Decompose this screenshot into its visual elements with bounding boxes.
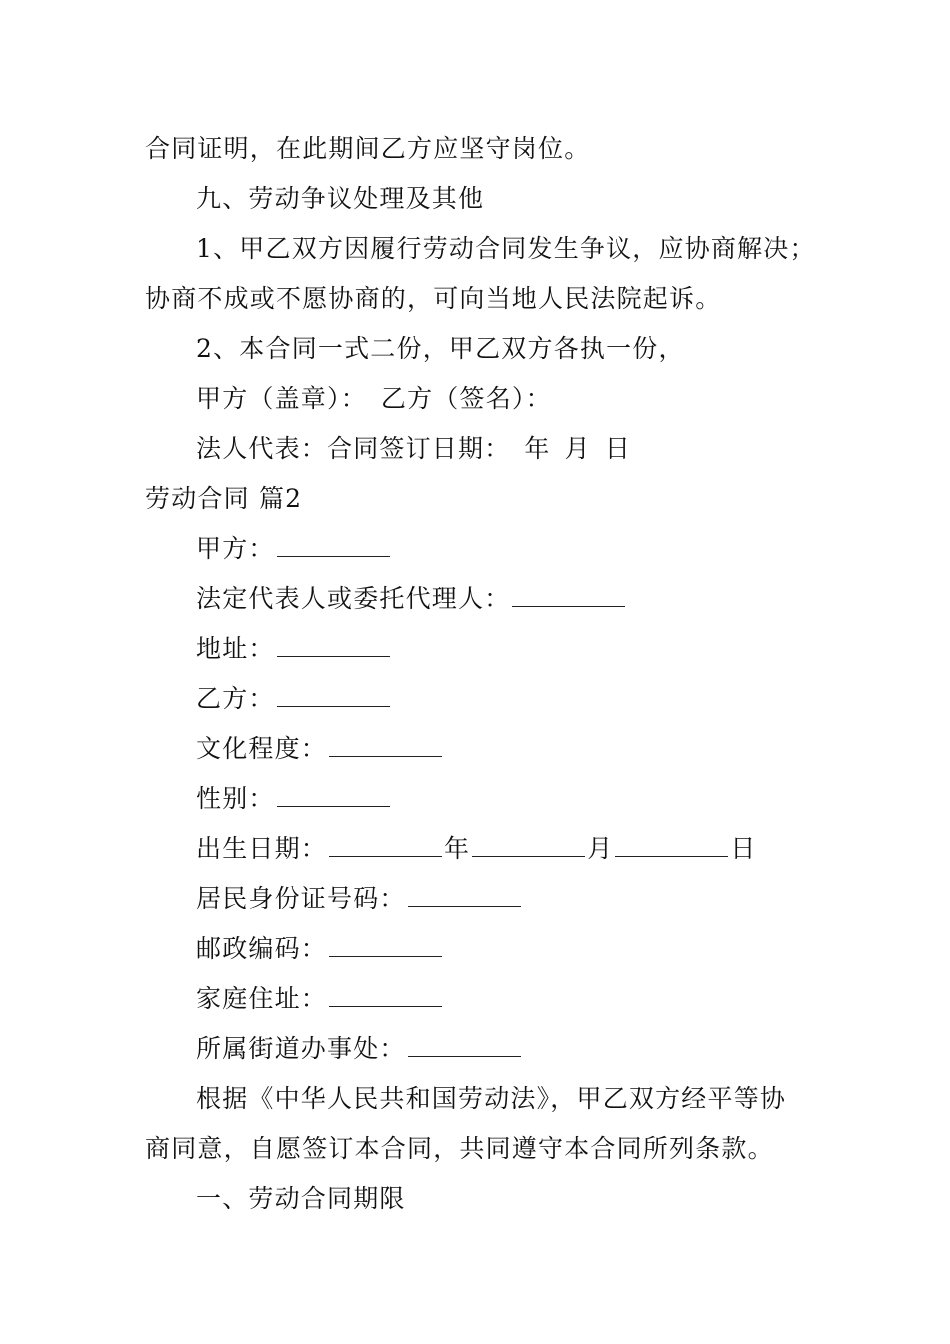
gender-blank[interactable] xyxy=(277,784,390,807)
item2-text: 2、本合同一式二份，甲乙双方各执一份， xyxy=(196,334,685,363)
birth-day-blank[interactable] xyxy=(615,834,728,857)
legal-rep-agent-label: 法定代表人或委托代理人： xyxy=(196,584,511,613)
birth-year-blank[interactable] xyxy=(329,834,442,857)
education-field xyxy=(196,734,444,764)
party-a-field xyxy=(196,534,392,564)
address-blank[interactable] xyxy=(277,634,390,657)
legal-rep-agent-field xyxy=(196,584,627,614)
id-number-label: 居民身份证号码： xyxy=(196,884,406,913)
birth-date-field xyxy=(196,834,757,864)
education-blank[interactable] xyxy=(329,734,442,757)
party-b-sign-label: 乙方（签名）： xyxy=(380,384,552,413)
part2-title: 劳动合同 篇2 xyxy=(145,484,303,513)
signature-line xyxy=(196,384,552,414)
basis-line2: 商同意，自愿签订本合同，共同遵守本合同所列条款。 xyxy=(145,1134,774,1163)
item1-line2: 协商不成或不愿协商的，可向当地人民法院起诉。 xyxy=(145,284,722,313)
birth-month-label: 月 xyxy=(587,834,614,863)
education-label: 文化程度： xyxy=(196,734,328,763)
birth-day-label: 日 xyxy=(730,834,757,863)
day-label: 日 xyxy=(604,434,632,463)
party-b-field xyxy=(196,684,392,714)
party-b-label: 乙方： xyxy=(196,684,275,713)
subdistrict-office-label: 所属街道办事处： xyxy=(196,1034,406,1063)
home-address-label: 家庭住址： xyxy=(196,984,328,1013)
month-label: 月 xyxy=(564,434,591,463)
legal-rep-date-label: 法人代表：合同签订日期： xyxy=(196,434,511,463)
id-number-blank[interactable] xyxy=(408,884,521,907)
id-number-field xyxy=(196,884,523,914)
home-address-field xyxy=(196,984,444,1014)
section9-heading: 九、劳动争议处理及其他 xyxy=(196,184,485,213)
basis-line1: 根据《中华人民共和国劳动法》，甲乙双方经平等协 xyxy=(196,1084,787,1113)
legal-rep-date-line xyxy=(196,434,631,464)
party-b-blank[interactable] xyxy=(277,684,390,707)
party-a-label: 甲方： xyxy=(196,534,275,563)
postal-code-field xyxy=(196,934,444,964)
item1-line1: 1、甲乙双方因履行劳动合同发生争议，应协商解决； xyxy=(196,234,816,263)
address-label: 地址： xyxy=(196,634,275,663)
year-label: 年 xyxy=(524,434,551,463)
birth-year-label: 年 xyxy=(444,834,471,863)
birth-month-blank[interactable] xyxy=(472,834,585,857)
birth-date-label: 出生日期： xyxy=(196,834,328,863)
term-heading: 一、劳动合同期限 xyxy=(196,1184,406,1213)
gender-field xyxy=(196,784,392,814)
postal-code-label: 邮政编码： xyxy=(196,934,328,963)
postal-code-blank[interactable] xyxy=(329,934,442,957)
party-a-blank[interactable] xyxy=(277,534,390,557)
gender-label: 性别： xyxy=(196,784,275,813)
subdistrict-office-field xyxy=(196,1034,523,1064)
section9-tail-text: 合同证明，在此期间乙方应坚守岗位。 xyxy=(145,134,591,163)
address-field xyxy=(196,634,392,664)
party-a-seal-label: 甲方（盖章）： xyxy=(196,384,367,413)
subdistrict-office-blank[interactable] xyxy=(408,1034,521,1057)
legal-rep-agent-blank[interactable] xyxy=(512,584,625,607)
home-address-blank[interactable] xyxy=(329,984,442,1007)
